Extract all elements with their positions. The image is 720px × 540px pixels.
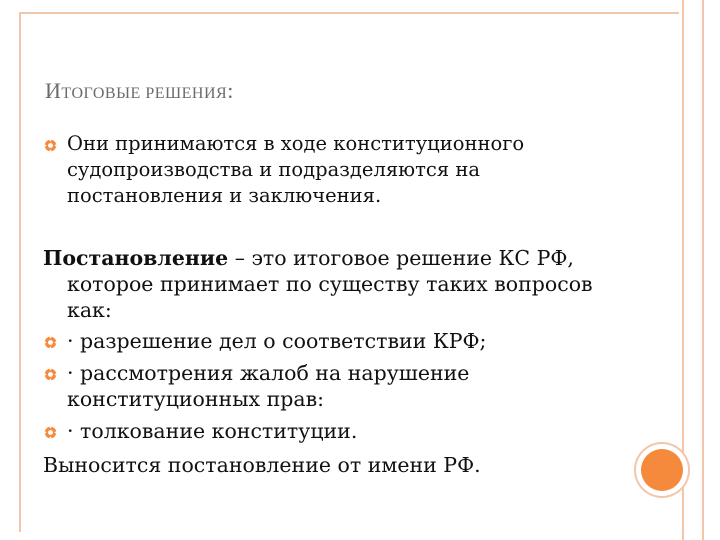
gear-bullet-icon [44,426,57,439]
bullet1-line2: судопроизводства и подразделяются на [67,158,480,181]
gear-bullet-icon [44,139,57,152]
definition-line3: как: [67,298,112,322]
title-rest: ТОГОВЫЕ РЕШЕНИЯ [61,85,228,102]
gear-bullet-icon [44,336,57,349]
definition-line2: которое принимает по существу таких вопросов [67,272,593,296]
item3-line1: · толкование конституции. [67,419,358,443]
title-first-letter: И [45,78,62,103]
definition-line1-rest: – это итоговое решение КС РФ, [228,246,574,270]
item2-line1: · рассмотрения жалоб на нарушение [67,361,470,385]
item2-line2: конституционных прав: [67,387,325,411]
definition-term: Постановление [43,246,229,270]
bullet1-line1: Они принимаются в ходе конституционного [67,132,525,155]
bullet1-line3: постановления и заключения. [67,184,382,207]
item1-line1: · разрешение дел о соответствии КРФ; [67,329,487,353]
definition-line1 [43,245,574,271]
title-colon: : [227,78,234,103]
gear-bullet-icon [44,368,57,381]
closing-text: Выносится постановление от имени РФ. [43,453,481,477]
